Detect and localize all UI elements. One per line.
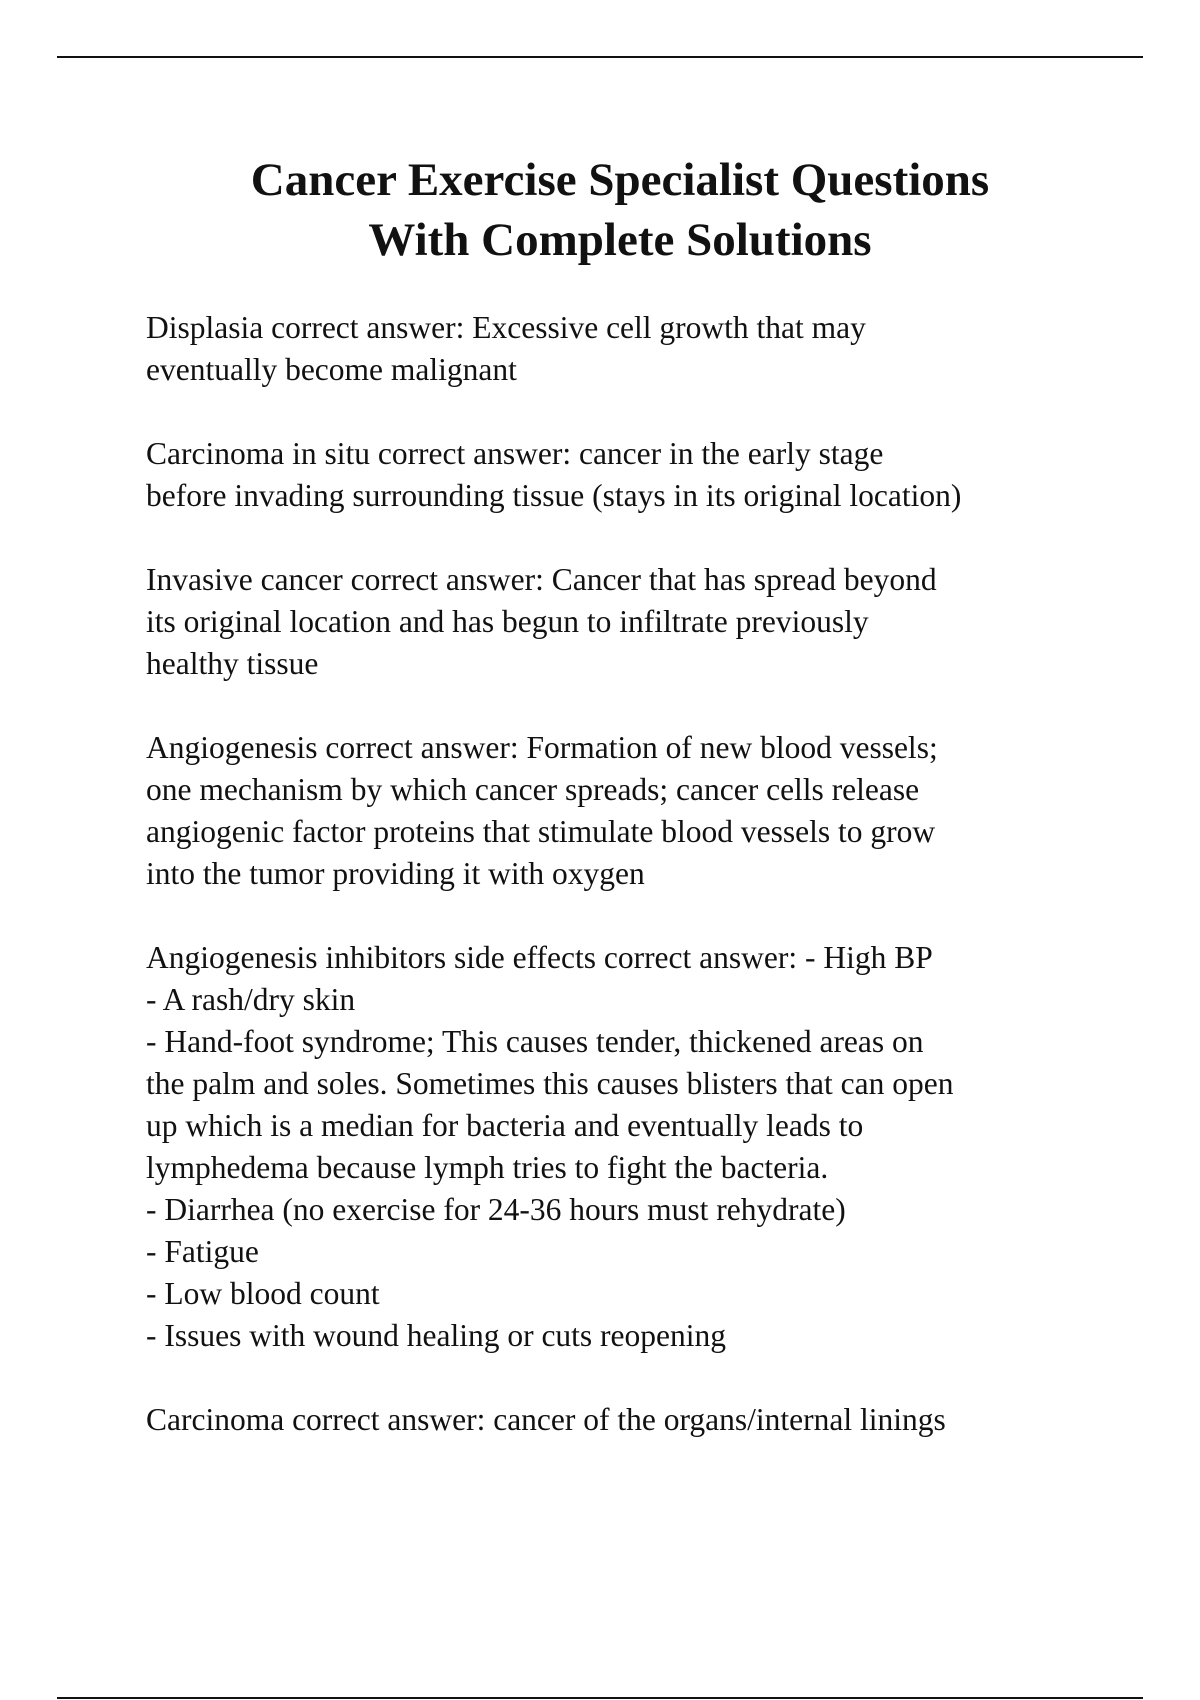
header-rule bbox=[57, 56, 1143, 58]
entry-line: Invasive cancer correct answer: Cancer that has spread beyond bbox=[146, 562, 937, 597]
entry-line: - Hand-foot syndrome; This causes tender, thickened areas on bbox=[146, 1024, 924, 1059]
entry-line: - Diarrhea (no exercise for 24-36 hours must rehydrate) bbox=[146, 1192, 846, 1227]
entry-carcinoma bbox=[146, 1399, 1146, 1441]
entry-line: the palm and soles. Sometimes this causes blisters that can open bbox=[146, 1066, 954, 1101]
entry-carcinoma-in-situ bbox=[146, 433, 1146, 517]
entry-angiogenesis-inhibitors bbox=[146, 937, 1146, 1357]
entry-line: angiogenic factor proteins that stimulate blood vessels to grow bbox=[146, 814, 936, 849]
entry-line: - Fatigue bbox=[146, 1234, 259, 1269]
entry-line: Carcinoma in situ correct answer: cancer in the early stage bbox=[146, 436, 884, 471]
entry-line: Angiogenesis correct answer: Formation of new blood vessels; bbox=[146, 730, 938, 765]
entry-line: up which is a median for bacteria and eventually leads to bbox=[146, 1108, 864, 1143]
entry-line: lymphedema because lymph tries to fight the bacteria. bbox=[146, 1150, 829, 1185]
entry-line: - Issues with wound healing or cuts reopening bbox=[146, 1318, 727, 1353]
document-title bbox=[80, 150, 1160, 270]
entry-line: one mechanism by which cancer spreads; cancer cells release bbox=[146, 772, 920, 807]
footer-rule bbox=[57, 1697, 1143, 1699]
entry-line: into the tumor providing it with oxygen bbox=[146, 856, 645, 891]
entry-displasia bbox=[146, 307, 1146, 391]
entry-line: its original location and has begun to infiltrate previously bbox=[146, 604, 869, 639]
title-line: Cancer Exercise Specialist Questions bbox=[250, 154, 990, 206]
title-line: With Complete Solutions bbox=[368, 214, 872, 266]
entry-line: - A rash/dry skin bbox=[146, 982, 356, 1017]
entry-line: Displasia correct answer: Excessive cell growth that may bbox=[146, 310, 866, 345]
entry-angiogenesis bbox=[146, 727, 1146, 895]
entry-line: before invading surrounding tissue (stays in its original location) bbox=[146, 478, 962, 513]
entry-line: - Low blood count bbox=[146, 1276, 380, 1311]
entry-line: healthy tissue bbox=[146, 646, 319, 681]
entry-invasive-cancer bbox=[146, 559, 1146, 685]
document-body bbox=[146, 307, 1146, 1483]
entry-line: Carcinoma correct answer: cancer of the organs/internal linings bbox=[146, 1402, 946, 1437]
entry-line: eventually become malignant bbox=[146, 352, 517, 387]
entry-line: Angiogenesis inhibitors side effects correct answer: - High BP bbox=[146, 940, 933, 975]
